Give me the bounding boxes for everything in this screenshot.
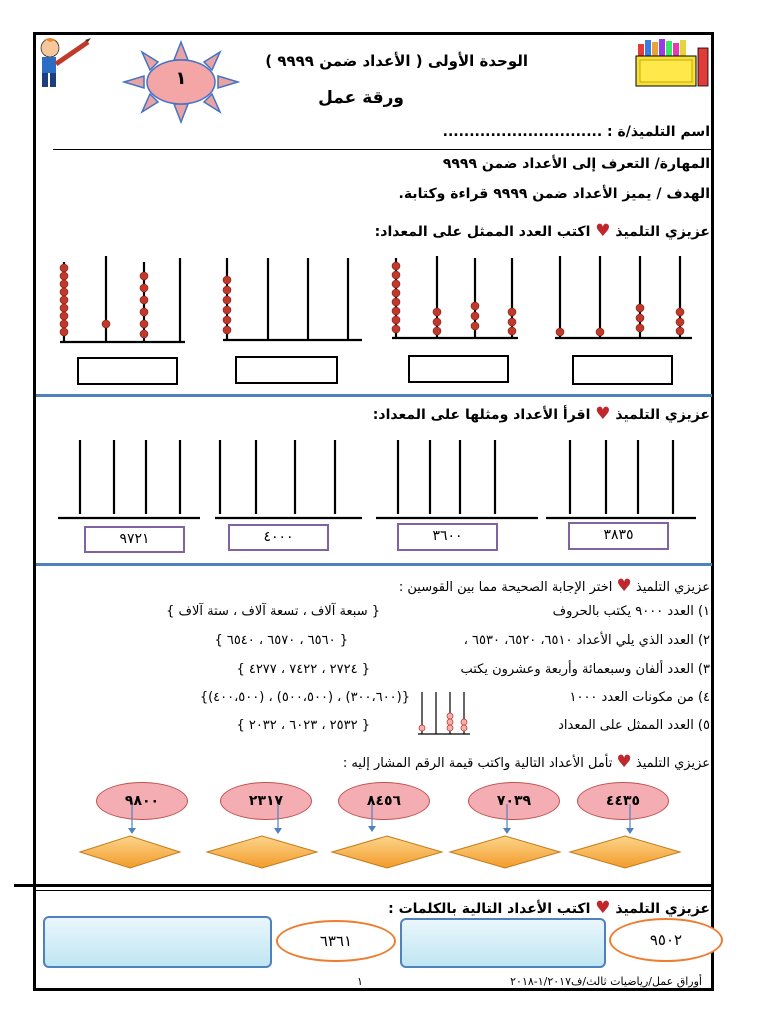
heart-icon: ♥ xyxy=(595,898,611,918)
sun-number: ١ xyxy=(175,68,187,89)
answer-options-1[interactable]: { سبعة آلاف ، تسعة آلاف ، ستة آلاف } xyxy=(166,604,380,619)
page-number: ١ xyxy=(357,975,363,988)
words-answer-box-2[interactable] xyxy=(43,916,272,968)
answer-box-2[interactable] xyxy=(235,356,338,384)
small-abacus xyxy=(414,690,474,738)
heart-icon: ♥ xyxy=(595,221,611,241)
number-box-2: ٣٦٠٠ xyxy=(397,523,498,551)
answer-options-4[interactable]: {(٣٠٠،٦٠٠) ، (٥٠٠،٥٠٠) ، (٤٠٠،٥٠٠)} xyxy=(199,690,410,705)
question-3: ٣) العدد ألفان وسبعمائة وأربعة وعشرون يكتب xyxy=(460,662,710,677)
question-1: ١) العدد ٩٠٠٠ يكتب بالحروف xyxy=(552,604,710,619)
footer-text: أوراق عمل/رياضيات ثالث/ف١/٢٠١٧-٢٠١٨ xyxy=(510,975,702,988)
section5-instruction: عزيزي التلميذ ♥ اكتب الأعداد التالية بالكلمات : xyxy=(388,898,710,918)
answer-options-3[interactable]: { ٢٧٢٤ ، ٧٤٢٢ ، ٤٢٧٧ } xyxy=(236,662,370,677)
abacus-row-1 xyxy=(40,250,720,350)
value-oval-4: ٢٣١٧ xyxy=(220,782,312,820)
student-name-label[interactable]: اسم التلميذ/ة : .............................. xyxy=(442,124,710,140)
answer-box-1[interactable] xyxy=(77,357,178,385)
number-box-4: ٩٧٢١ xyxy=(84,526,185,553)
words-number-oval-1: ٩٥٠٢ xyxy=(609,918,723,962)
answer-box-4[interactable] xyxy=(572,355,673,385)
answer-box-3[interactable] xyxy=(408,355,509,383)
words-answer-box-1[interactable] xyxy=(400,918,606,968)
skill-text: المهارة/ التعرف إلى الأعداد ضمن ٩٩٩٩ xyxy=(442,156,710,172)
section2-instruction: عزيزي التلميذ ♥ اقرأ الأعداد ومثلها على المعداد: xyxy=(372,404,710,424)
section1-instruction: عزيزي التلميذ ♥ اكتب العدد الممثل على المعداد: xyxy=(374,221,710,241)
question-2: ٢) العدد الذي يلي الأعداد ٦٥١٠، ٦٥٢٠، ٦٥٣٠ ، xyxy=(463,633,710,648)
section3-instruction: عزيزي التلميذ ♥ اختر الإجابة الصحيحة مما بين القوسين : xyxy=(398,576,710,596)
abacus-row-2 xyxy=(40,436,720,520)
crayon-box-clipart xyxy=(634,36,714,90)
words-number-oval-2: ٦٣٦١ xyxy=(276,920,396,962)
heart-icon: ♥ xyxy=(595,404,611,424)
value-oval-2: ٧٠٣٩ xyxy=(468,782,560,820)
section-divider-thin xyxy=(36,890,714,891)
number-box-3: ٤٠٠٠ xyxy=(228,524,329,551)
answer-options-2[interactable]: { ٦٥٦٠ ، ٦٥٧٠ ، ٦٥٤٠ } xyxy=(214,633,348,648)
question-5: ٥) العدد الممثل على المعداد xyxy=(558,718,710,733)
unit-title: الوحدة الأولى ( الأعداد ضمن ٩٩٩٩ ) xyxy=(265,52,528,70)
section-divider-dark xyxy=(14,884,714,887)
section-divider xyxy=(36,563,712,566)
section-divider xyxy=(36,394,712,397)
goal-text: الهدف / يميز الأعداد ضمن ٩٩٩٩ قراءة وكتابة. xyxy=(398,186,710,202)
value-oval-3: ٨٤٥٦ xyxy=(338,782,430,820)
value-oval-5: ٩٨٠٠ xyxy=(96,782,188,820)
worksheet-title: ورقة عمل xyxy=(318,88,404,108)
number-box-1: ٣٨٣٥ xyxy=(568,522,669,550)
value-oval-1: ٤٤٣٥ xyxy=(577,782,669,820)
heart-icon: ♥ xyxy=(616,576,632,596)
divider xyxy=(53,149,714,150)
answer-options-5[interactable]: { ٢٥٣٢ ، ٦٠٢٣ ، ٢٠٣٢ } xyxy=(236,718,370,733)
section4-instruction: عزيزي التلميذ ♥ تأمل الأعداد التالية واكتب قيمة الرقم المشار إليه : xyxy=(342,752,710,772)
question-4: ٤) من مكونات العدد ١٠٠٠ xyxy=(569,690,710,705)
heart-icon: ♥ xyxy=(616,752,632,772)
pencil-boy-clipart xyxy=(30,34,92,96)
diamond-answer-row xyxy=(70,804,700,874)
